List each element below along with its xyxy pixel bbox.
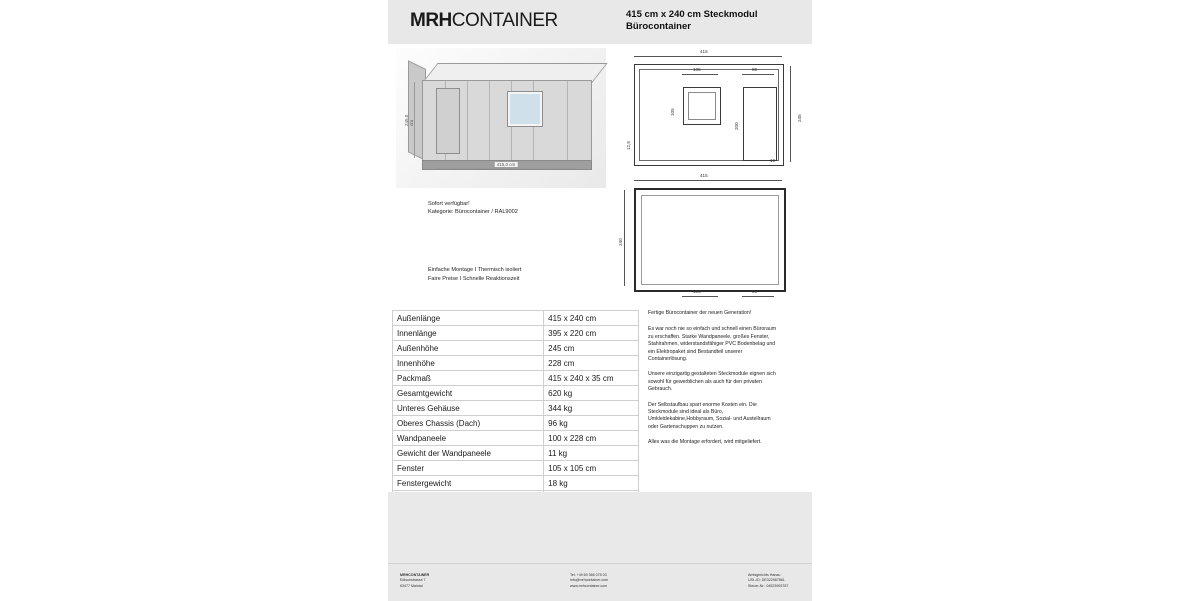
spec-key: Packmaß bbox=[393, 371, 544, 386]
specification-table bbox=[392, 310, 639, 521]
window-height-label: 105 bbox=[670, 108, 675, 116]
spec-key: Wandpaneele bbox=[393, 431, 544, 446]
window-width-dimension bbox=[682, 74, 718, 75]
elevation-height-dimension bbox=[790, 66, 791, 162]
elevation-window bbox=[683, 87, 721, 125]
table-row bbox=[393, 446, 639, 461]
plan-segment2-dimension bbox=[742, 296, 774, 297]
plan-top-dimension-line bbox=[634, 180, 782, 181]
table-row bbox=[393, 311, 639, 326]
availability-note bbox=[428, 200, 618, 216]
copy-heading: Fertige Bürocontainer der neuen Generation! bbox=[648, 310, 752, 316]
spec-key: Gesamtgewicht bbox=[393, 386, 544, 401]
plan-depth-label: 240 bbox=[618, 238, 623, 246]
spec-value: 228 cm bbox=[544, 356, 639, 371]
brand-logo bbox=[410, 10, 558, 32]
container-door bbox=[436, 88, 460, 154]
spec-value: 105 x 105 cm bbox=[544, 461, 639, 476]
spec-key: Innenlänge bbox=[393, 326, 544, 341]
spec-value: 245 cm bbox=[544, 341, 639, 356]
plan-segment1-dimension bbox=[682, 296, 718, 297]
base-offset-label: 12,5 bbox=[626, 141, 631, 150]
footer-address-line1: Edisonstrasse 7 bbox=[400, 578, 426, 583]
feature-line2: Faire Preise I Schnelle Reaktionszeit bbox=[428, 275, 520, 282]
table-row bbox=[393, 386, 639, 401]
spec-key: Innenhöhe bbox=[393, 356, 544, 371]
elevation-door bbox=[743, 87, 777, 161]
feature-line1: Einfache Montage I Thermisch isoliert bbox=[428, 267, 522, 273]
spec-key: Gewicht der Wandpaneele bbox=[393, 446, 544, 461]
table-row bbox=[393, 356, 639, 371]
spec-key: Oberes Chassis (Dach) bbox=[393, 416, 544, 431]
spec-value: 395 x 220 cm bbox=[544, 326, 639, 341]
copy-paragraph-3: Der Selbstaufbau spart enorme Kosten ein. Die Steckmodule sind ideal als Büro, Umkleidekabine,Hobbyraum, Sozial- und Austellraum oder Gartenschuppen zu nutzen. bbox=[648, 401, 771, 430]
page-title-line2: Bürocontainer bbox=[626, 21, 691, 32]
render-width-dimension bbox=[436, 162, 576, 169]
plan-segment1-label: 105 bbox=[693, 289, 701, 294]
table-row bbox=[393, 401, 639, 416]
copy-paragraph-1: Es war noch nie so einfach und schnell einen Büroraum zu erschaffen. Starke Wandpaneele, großes Fenster, Stahlrahmen, widerstandsfähiger PVC Bodenbelag und ein Elektropaket sind Bestandteil unserer Containerlösung. bbox=[648, 326, 777, 363]
logo-light-text: CONTAINER bbox=[451, 10, 558, 31]
copy-paragraph-4: Alles was die Montage erfordert, wird mitgeliefert. bbox=[648, 439, 762, 446]
footer-company-name: MRHCONTAINER bbox=[400, 573, 430, 577]
plan-segment2-label: 89 bbox=[752, 289, 758, 294]
spec-value: 11 kg bbox=[544, 446, 639, 461]
footer-legal-block bbox=[748, 573, 788, 589]
table-row bbox=[393, 416, 639, 431]
marketing-copy bbox=[648, 310, 780, 455]
elevation-total-height-label: 245 bbox=[797, 114, 802, 122]
table-row bbox=[393, 371, 639, 386]
table-row bbox=[393, 461, 639, 476]
footer-company-block bbox=[400, 573, 429, 589]
footer-tax-number: Steuer-Nr.: 04523993787 bbox=[748, 583, 789, 588]
spec-value: 18 kg bbox=[544, 476, 639, 491]
panel-seam bbox=[489, 81, 490, 163]
technical-drawings bbox=[612, 50, 808, 300]
render-height-dimension bbox=[404, 82, 415, 158]
plan-drawing bbox=[634, 188, 786, 292]
footer-website[interactable]: www.mrhcontainer.com bbox=[570, 583, 608, 588]
sheet-header bbox=[388, 0, 812, 44]
page-title-line1: 415 cm x 240 cm Steckmodul bbox=[626, 9, 758, 20]
panel-seam bbox=[567, 81, 568, 163]
render-width-label: 415,0 cm bbox=[496, 162, 516, 167]
plan-width-label: 415 bbox=[700, 173, 708, 178]
spec-value: 344 kg bbox=[544, 401, 639, 416]
footer-email[interactable]: info@mrhcontainer.com bbox=[570, 578, 609, 583]
elevation-drawing bbox=[634, 64, 784, 166]
elevation-top-dimension-line bbox=[634, 56, 782, 57]
door-width-label: 89 bbox=[752, 67, 758, 72]
product-render bbox=[396, 48, 606, 198]
logo-bold-text: MRH bbox=[410, 10, 452, 31]
copy-paragraph-2: Unsere einzigartig gestalteten Steckmodule eignen sich sowohl für gewerblichen als auch für den privaten Gebrauch. bbox=[648, 371, 776, 393]
page-title bbox=[626, 9, 806, 33]
availability-line1: Sofort verfügbar! bbox=[428, 201, 470, 207]
table-row bbox=[393, 326, 639, 341]
sheet-footer bbox=[388, 563, 812, 601]
table-row bbox=[393, 476, 639, 491]
footer-band bbox=[388, 492, 812, 563]
door-width-dimension bbox=[742, 74, 774, 75]
spec-value: 96 kg bbox=[544, 416, 639, 431]
table-row bbox=[393, 341, 639, 356]
footer-ust-id: USt.-ID: DE322987861 bbox=[748, 578, 785, 583]
spec-key: Unteres Gehäuse bbox=[393, 401, 544, 416]
spec-key: Außenhöhe bbox=[393, 341, 544, 356]
container-window bbox=[508, 92, 542, 126]
spec-key: Außenlänge bbox=[393, 311, 544, 326]
table-row bbox=[393, 431, 639, 446]
footer-phone: Tel: +49 69 366 075 03 bbox=[570, 573, 607, 577]
window-width-label: 105 bbox=[693, 67, 701, 72]
door-height-label: 200 bbox=[734, 122, 739, 130]
spec-value: 415 x 240 cm bbox=[544, 311, 639, 326]
availability-line2: Kategorie: Bürocontainer / RAL9002 bbox=[428, 209, 518, 215]
plan-depth-dimension bbox=[624, 190, 625, 286]
plan-inner-frame bbox=[641, 195, 779, 285]
footer-court: Amtsgerichts Hanau bbox=[748, 573, 781, 577]
spec-key: Fenstergewicht bbox=[393, 476, 544, 491]
spec-value: 620 kg bbox=[544, 386, 639, 401]
specification-table-body bbox=[393, 311, 639, 521]
render-height-label: 245,0 cm bbox=[404, 114, 414, 126]
sill-label: 10 bbox=[770, 158, 776, 163]
spec-value: 100 x 228 cm bbox=[544, 431, 639, 446]
feature-note bbox=[428, 266, 628, 283]
spec-key: Fenster bbox=[393, 461, 544, 476]
panel-seam bbox=[467, 81, 468, 163]
footer-contact-block bbox=[570, 573, 608, 589]
elevation-total-width-label: 415 bbox=[700, 49, 708, 54]
spec-value: 415 x 240 x 35 cm bbox=[544, 371, 639, 386]
footer-address-line2: 63477 Maintal bbox=[400, 583, 423, 588]
